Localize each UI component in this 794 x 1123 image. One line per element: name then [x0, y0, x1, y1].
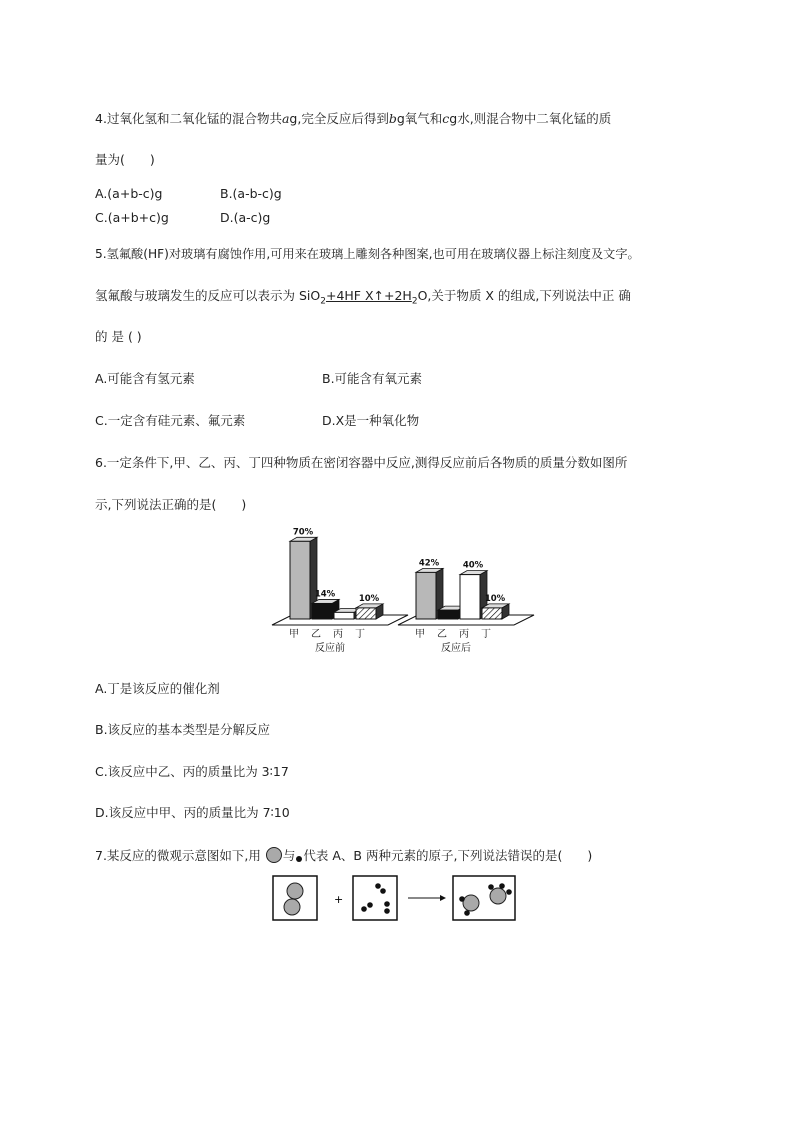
q4-text-c: g氧气和 [396, 111, 443, 126]
q5-sub-1: 2 [320, 296, 326, 307]
atom-a-icon [265, 846, 283, 864]
category-label: 丙 [459, 629, 469, 640]
q4-option-b: B.(a-b-c)g [220, 186, 282, 201]
reactant-box-2 [353, 876, 397, 920]
q4-option-c: C.(a+b+c)g [95, 210, 169, 225]
q5-option-a: A.可能含有氢元素 [95, 371, 195, 386]
q6-option-b: B.该反应的基本类型是分解反应 [95, 722, 271, 737]
bar-丁 [356, 608, 376, 619]
q4-var-a: a [281, 111, 290, 126]
q5-option-d: D.X是一种氧化物 [322, 413, 420, 428]
q7-text-a: 7.某反应的微观示意图如下,用 [95, 848, 261, 863]
q4-text-a: 过氧化氢和二氧化锰的混合物共 [106, 111, 282, 126]
q4-number: 4. [95, 111, 107, 126]
chart-before-reaction [272, 527, 408, 654]
q5-text-b: +4HF X↑+2H [325, 288, 412, 303]
q6-option-d: D.该反应中甲、丙的质量比为 7∶10 [95, 805, 290, 820]
q5-line3: 的 是 ( ) [95, 329, 142, 344]
q5-line1: 5.氢氟酸(HF)对玻璃有腐蚀作用,可用来在玻璃上雕刻各种图案,也可用在玻璃仪器上标注刻度及文字。 [95, 247, 640, 261]
bar-甲 [416, 572, 436, 619]
plus-sign: + [334, 893, 344, 906]
q4-option-a: A.(a+b-c)g [95, 186, 163, 201]
reactant-box-1 [273, 876, 317, 920]
q6-option-c: C.该反应中乙、丙的质量比为 3∶17 [95, 764, 289, 779]
bar-丙 [334, 612, 354, 619]
bar-丙 [460, 575, 480, 619]
q5-sub-2: 2 [411, 296, 418, 307]
bar-丁 [482, 608, 502, 619]
category-label: 乙 [437, 629, 447, 640]
bar-value-label: 70% [292, 527, 314, 538]
q6-line1: 6.一定条件下,甲、乙、丙、丁四种物质在密闭容器中反应,测得反应前后各物质的质量分数如图所 [95, 455, 628, 470]
q4-line1 [95, 111, 611, 127]
q4-text-d: g水,则混合物中二氧化锰的质 [449, 111, 612, 126]
category-label: 丙 [333, 629, 343, 640]
category-label: 丁 [481, 629, 491, 640]
bar-value-label: 10% [358, 593, 380, 604]
q7-text-c: 代表 A、B 两种元素的原子,下列说法错误的是( ) [303, 848, 593, 863]
q5-text-a: 氢氟酸与玻璃发生的反应可以表示为 SiO [95, 288, 321, 303]
q4-var-b: b [388, 111, 397, 126]
reaction-micro-diagram [0, 872, 794, 932]
bar-value-label: 14% [314, 589, 336, 600]
q5-option-b: B.可能含有氧元素 [322, 371, 423, 386]
q7-line [95, 846, 592, 864]
reaction-arrow [408, 895, 446, 901]
bar-value-label: 40% [462, 560, 484, 571]
bar-chart-figure [0, 525, 794, 675]
q4-text-b: g,完全反应后得到 [289, 111, 389, 126]
q5-option-c: C.一定含有硅元素、氟元素 [95, 413, 246, 428]
q6-line2: 示,下列说法正确的是( ) [95, 497, 247, 512]
chart-xlabel: 反应前 [315, 643, 345, 654]
bar-甲 [290, 541, 310, 619]
bar-value-label: 42% [418, 558, 440, 569]
q4-var-c: c [442, 111, 450, 126]
q5-text-c: O,关于物质 X 的组成,下列说法中正 确 [417, 288, 631, 303]
q6-option-a: A.丁是该反应的催化剂 [95, 681, 220, 696]
chart-xlabel: 反应后 [441, 643, 471, 654]
chart-after-reaction [398, 558, 534, 654]
category-label: 丁 [355, 629, 365, 640]
q4-line2: 量为( ) [95, 152, 155, 167]
category-label: 甲 [289, 629, 299, 640]
q7-text-b: 与 [282, 848, 296, 863]
q5-line2 [95, 288, 631, 310]
bar-乙 [312, 603, 332, 619]
q4-option-d: D.(a-c)g [220, 210, 271, 225]
category-label: 甲 [415, 629, 425, 640]
bar-乙 [438, 610, 458, 619]
product-box [453, 876, 515, 920]
category-label: 乙 [311, 629, 321, 640]
bar-value-label: 10% [484, 593, 506, 604]
